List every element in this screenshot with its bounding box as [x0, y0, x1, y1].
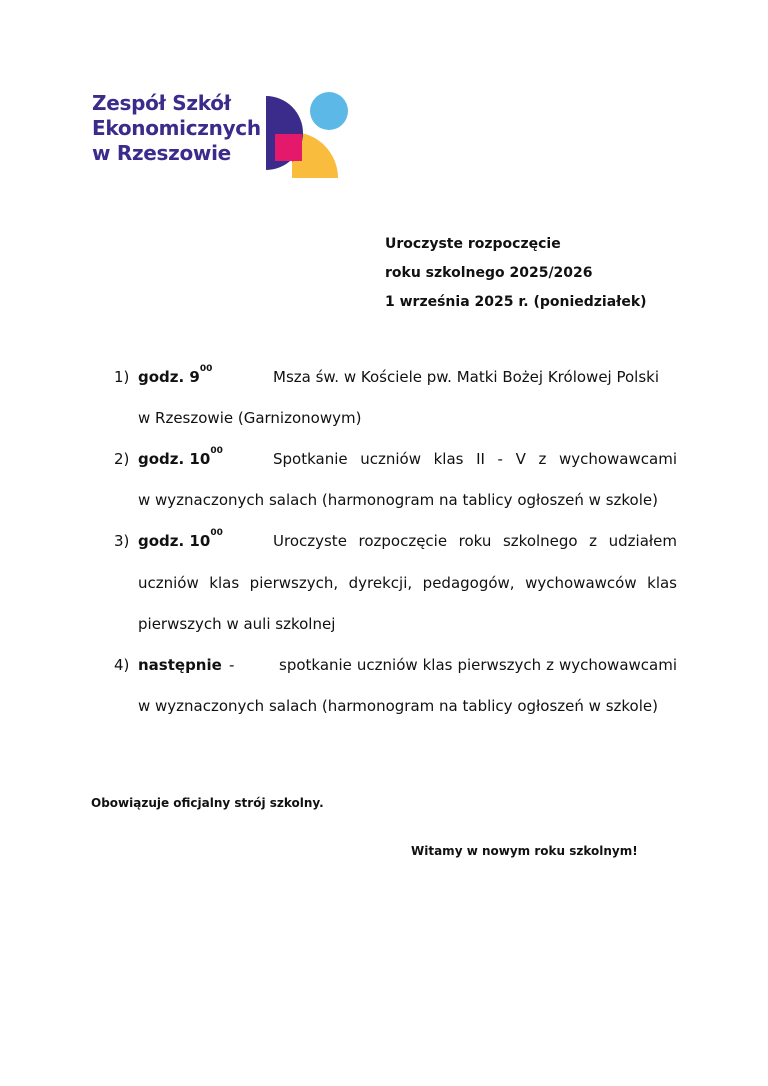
welcome-message: Witamy w nowym roku szkolnym! [411, 844, 638, 858]
item-text-line-1: Spotkanie uczniów klas II - V z wychowawcami [273, 450, 677, 468]
item-text-line-2: uczniów klas pierwszych, dyrekcji, pedagogów, wychowawców klas [138, 574, 677, 592]
item-dash: - [229, 656, 235, 674]
item-text-line-2: w Rzeszowie (Garnizonowym) [138, 409, 362, 427]
logo-pink-square [275, 134, 302, 161]
item-number: 3) [114, 532, 130, 550]
logo-blue-circle [310, 92, 348, 130]
heading-line-2: roku szkolnego 2025/2026 [385, 265, 593, 281]
item-number: 2) [114, 450, 130, 468]
item-text-line-3: pierwszych w auli szkolnej [138, 615, 336, 633]
logo-mark-graphic [266, 92, 352, 178]
item-time: godz. $9^{00}$ [138, 364, 213, 386]
event-heading [385, 230, 647, 317]
dress-code-note: Obowiązuje oficjalny strój szkolny. [91, 796, 324, 810]
logo-line-3: w Rzeszowie [92, 141, 231, 165]
logo-line-2: Ekonomicznych [92, 116, 261, 140]
item-text-line-2: w wyznaczonych salach (harmonogram na tablicy ogłoszeń w szkole) [138, 491, 658, 509]
school-logo [92, 88, 354, 180]
item-text-line-1: Uroczyste rozpoczęcie roku szkolnego z udziałem [273, 532, 677, 550]
item-time: godz. $10^{00}$ [138, 446, 223, 468]
item-time: godz. $10^{00}$ [138, 528, 223, 550]
item-text-line-1: spotkanie uczniów klas pierwszych z wychowawcami [279, 656, 677, 674]
item-number: 1) [114, 368, 130, 386]
item-text-line-2: w wyznaczonych salach (harmonogram na tablicy ogłoszeń w szkole) [138, 697, 658, 715]
item-text-line-1: Msza św. w Kościele pw. Matki Bożej Królowej Polski [273, 368, 660, 386]
item-number: 4) [114, 656, 130, 674]
heading-line-3: 1 września 2025 r. (poniedziałek) [385, 294, 647, 310]
logo-text [92, 91, 261, 166]
logo-line-1: Zespół Szkół [92, 91, 231, 115]
heading-line-1: Uroczyste rozpoczęcie [385, 236, 561, 252]
item-time: następnie [138, 656, 222, 674]
